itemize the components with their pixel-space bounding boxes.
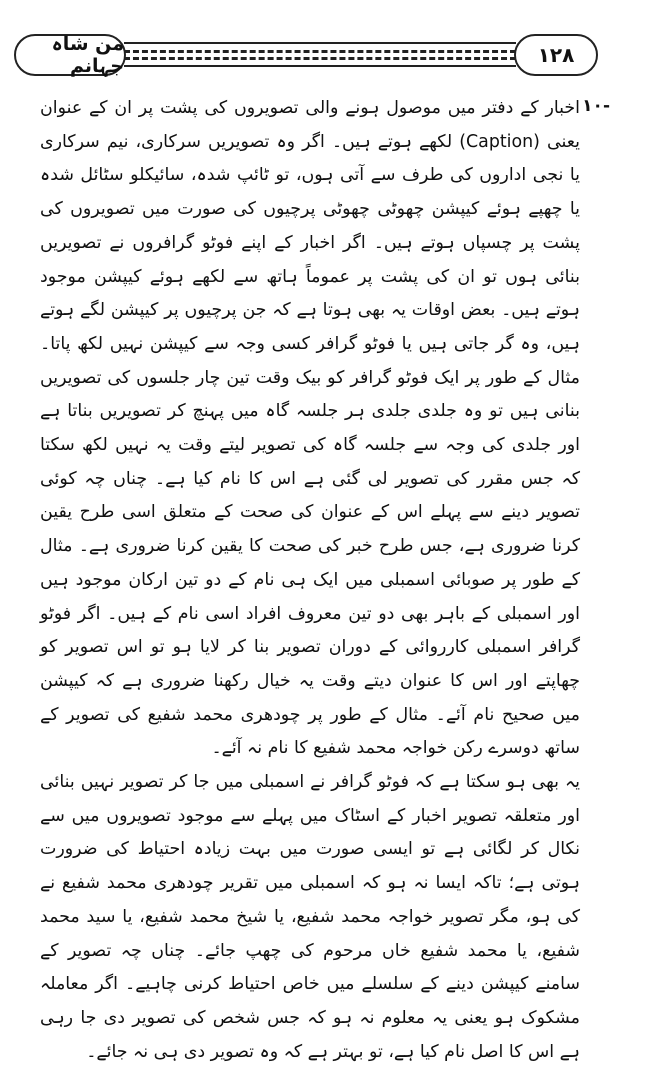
book-title: من شاہ جہانم: [51, 33, 124, 77]
page-number-badge: [514, 34, 598, 76]
book-title-badge: [14, 34, 126, 76]
header-rule: [124, 50, 516, 53]
body-paragraph: اخبار کے دفتر میں موصول ہونے والی تصویروں کی پشت پر ان کے عنوان یعنی (Caption) لکھے ہوتے ہیں۔ اگر وہ تصویریں سرکاری، نیم سرکاری یا نجی اداروں کی طرف سے آتی ہوں، تو ٹائپ شدہ، سائیکلو سٹائل شدہ یا چھپے ہوئے کیپشن چھوٹی چھوٹی پرچیوں کی صورت میں تصویروں کی پشت پر چسپاں ہوتے ہیں۔ اگر اخبار کے اپنے فوٹو گرافروں نے تصویریں بنائی ہوں تو ان کی پشت پر عموماً ہاتھ سے لکھے ہوئے کیپشن موجود ہوتے ہیں۔ بعض اوقات یہ بھی ہوتا ہے کہ جن پرچیوں پر کیپشن لگے ہوتے ہیں، وہ گر جاتی ہیں یا فوٹو گرافر کسی وجہ سے کیپشن نہیں لکھ پاتا۔ مثال کے طور پر ایک فوٹو گرافر کو بیک وقت تین چار جلسوں کی تصویریں بنانی ہیں تو وہ جلدی جلدی ہر جلسہ گاہ میں پہنچ کر تصویریں بناتا ہے اور جلدی کی وجہ سے جلسہ گاہ کی تصویر لیتے وقت یہ نہیں لکھ سکتا کہ جس مقرر کی تصویر لی گئی ہے اس کا نام کیا ہے۔ چناں چہ کوئی تصویر دینے سے پہلے اس کے عنوان کی صحت کے متعلق اسی طرح یقین کرنا ضروری ہے، جس طرح خبر کی صحت کا یقین کرنا ضروری ہے۔ مثال کے طور پر صوبائی اسمبلی میں ایک ہی نام کے دو تین ارکان موجود ہیں اور اسمبلی کے باہر بھی دو تین معروف افراد اسی نام کے ہیں۔ اگر فوٹو گرافر اسمبلی کارروائی کے دوران تصویر بنا کر لایا ہو تو اس تصویر کو چھاپتے اور اس کا عنوان دیتے وقت یہ خیال رکھنا ضروری ہے کہ کیپشن میں صحیح نام آئے۔ مثال کے طور پر چودھری محمد شفیع کی تصویر کے ساتھ دوسرے رکن خواجہ محمد شفیع کا نام نہ آئے۔: [40, 98, 580, 759]
body-paragraph: یہ بھی ہو سکتا ہے کہ فوٹو گرافر نے اسمبلی میں جا کر تصویر نہیں بنائی اور متعلقہ تصویر اخبار کے اسٹاک میں پہلے سے موجود تصویروں میں سے نکال کر لگائی ہے تو ایسی صورت میں بہت زیادہ احتیاط کی ضرورت ہوتی ہے؛ تاکہ ایسا نہ ہو کہ اسمبلی میں تقریر چودھری محمد شفیع نے کی ہو، مگر تصویر خواجہ محمد شفیع، یا شیخ محمد شفیع، یا سید محمد شفیع، یا محمد شفیع خاں مرحوم کی چھپ جائے۔ چناں چہ تصویر کے سامنے کیپشن دینے کے سلسلے میں خاص احتیاط کرنی چاہیے۔ اگر معاملہ مشکوک ہو یعنی یہ معلوم نہ ہو کہ جس شخص کی تصویر دی جا رہی ہے اس کا اصل نام کیا ہے، تو بہتر ہے کہ وہ تصویر دی ہی نہ جائے۔: [40, 772, 580, 1062]
page-number: ۱۲۸: [537, 43, 575, 67]
section-number: -۱۰: [582, 96, 610, 116]
page-body: [40, 92, 580, 1062]
header-rule: [124, 42, 516, 44]
header-rule: [124, 65, 516, 67]
header-rule: [124, 57, 516, 60]
page-header: [0, 22, 666, 88]
